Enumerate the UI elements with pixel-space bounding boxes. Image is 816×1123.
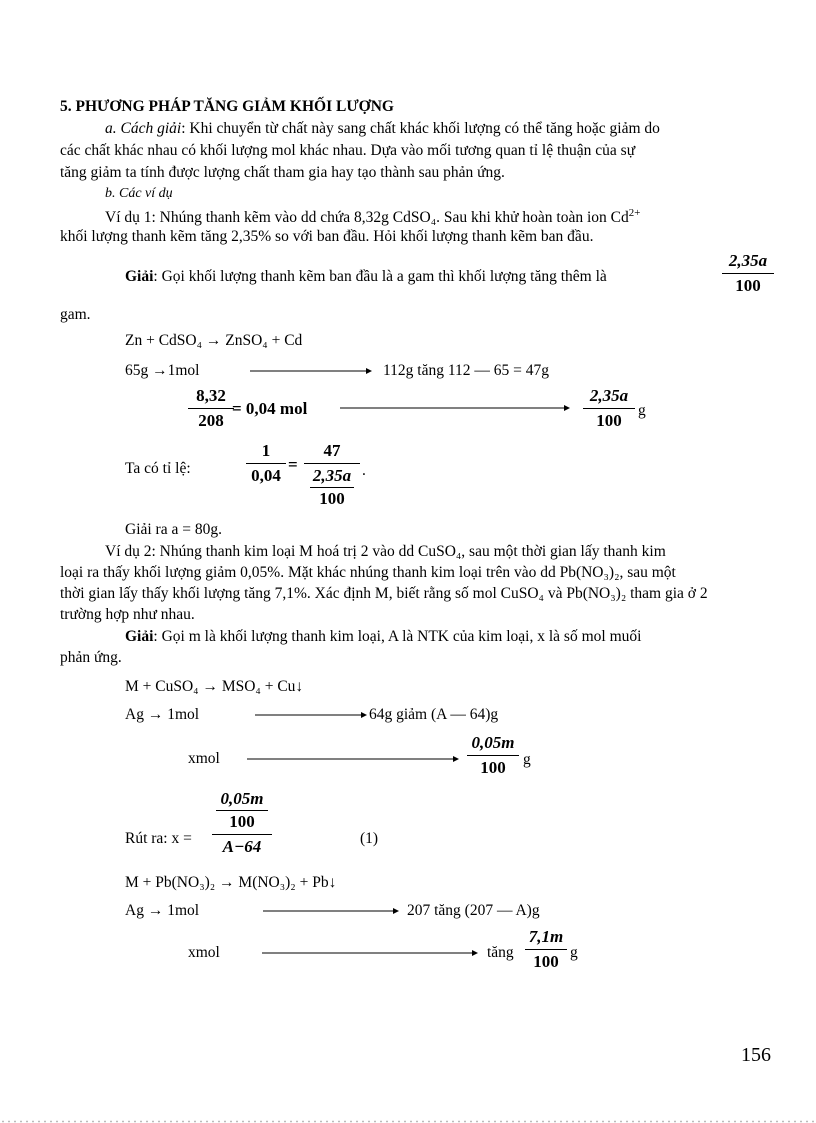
fraction-numerator: 8,32 bbox=[196, 386, 226, 405]
solution2-line-1 bbox=[125, 628, 641, 646]
fraction-bar bbox=[188, 408, 234, 409]
fraction-numerator: 2,35a bbox=[728, 251, 768, 270]
method-label: a. Cách giải bbox=[105, 120, 182, 137]
fraction-numerator: 2,35a bbox=[589, 386, 629, 405]
gam-text: gam. bbox=[60, 306, 91, 323]
solution1-text: : Gọi khối lượng thanh kẽm ban đầu là a gam thì khối lượng tăng thêm là bbox=[153, 268, 607, 285]
fraction-denominator: 100 bbox=[735, 276, 761, 295]
fraction-denominator: 0,04 bbox=[251, 466, 281, 485]
unit-g: g bbox=[638, 402, 646, 419]
mol-value: = 0,04 mol bbox=[232, 399, 308, 418]
fraction-denominator: 208 bbox=[198, 411, 224, 430]
solution2-label: Giải bbox=[125, 628, 154, 645]
period: . bbox=[362, 462, 366, 479]
fraction-numerator: 1 bbox=[261, 441, 271, 460]
fraction-numerator: 7,1m bbox=[528, 927, 564, 946]
fraction-inner-numerator: 2,35a bbox=[312, 466, 352, 485]
fraction-235a-over-100 bbox=[722, 250, 774, 297]
equation-m-cuso4: M + CuSO₄ → MSO₄ + Cu↓ bbox=[125, 678, 304, 695]
ratio-label: Ta có tỉ lệ: bbox=[125, 460, 191, 477]
eq2-mid bbox=[232, 399, 307, 419]
example2-line-4: trường hợp như nhau. bbox=[60, 606, 195, 623]
method-line-3: tăng giảm ta tính được lượng chất tham gia hay tạo thành sau phản ứng. bbox=[60, 164, 505, 181]
fraction-denominator: 100 bbox=[596, 411, 622, 430]
fraction-005m-over-100 bbox=[467, 732, 519, 779]
fraction-x-expression bbox=[212, 788, 272, 858]
fraction-numerator: 0,05m bbox=[471, 733, 515, 752]
xmol-1: xmol bbox=[188, 750, 220, 767]
equation-m-pbno3: M + Pb(NO₃)₂ → M(NO₃)₂ + Pb↓ bbox=[125, 874, 337, 891]
eq4-left: Ag → 1mol bbox=[125, 902, 200, 919]
eq4-right: 207 tăng (207 — A)g bbox=[407, 902, 540, 919]
solution2-line-2: phản ứng. bbox=[60, 649, 122, 666]
section-title: 5. PHƯƠNG PHÁP TĂNG GIẢM KHỐI LƯỢNG bbox=[60, 98, 394, 115]
fraction-denominator: A−64 bbox=[222, 837, 262, 856]
fraction-inner-denominator: 100 bbox=[229, 812, 255, 831]
fraction-inner-denominator: 100 bbox=[319, 489, 345, 508]
example1-text: Ví dụ 1: Nhúng thanh kẽm vào dd chứa 8,32g CdSO₄. Sau khi khử hoàn toàn ion Cd bbox=[105, 209, 629, 227]
eq3-right: 64g giảm (A — 64)g bbox=[369, 706, 499, 723]
fraction-bar bbox=[525, 949, 567, 950]
example1-line-1 bbox=[105, 207, 640, 227]
xmol-2: xmol bbox=[188, 944, 220, 961]
fraction-832-over-208 bbox=[188, 385, 234, 432]
fraction-47-over-235a bbox=[304, 440, 360, 510]
examples-label: b. Các ví dụ bbox=[105, 186, 173, 201]
example1-line-2: khối lượng thanh kẽm tăng 2,35% so với ban đầu. Hỏi khối lượng thanh kẽm ban đầu. bbox=[60, 228, 594, 245]
fraction-inner-numerator: 0,05m bbox=[220, 789, 264, 808]
eq1-left: 65g →1mol bbox=[125, 362, 200, 379]
solution2-text: : Gọi m là khối lượng thanh kim loại, A là NTK của kim loại, x là số mol muối bbox=[153, 628, 642, 645]
arrow-right-icon bbox=[263, 903, 399, 919]
arrow-right-icon bbox=[247, 751, 459, 767]
tang-word: tăng bbox=[487, 944, 514, 961]
equation-zn-cdso4: Zn + CdSO₄ → ZnSO₄ + Cd bbox=[125, 332, 303, 349]
arrow-right-icon bbox=[250, 363, 372, 379]
solve-a: Giải ra a = 80g. bbox=[125, 521, 222, 538]
method-line-2: các chất khác nhau có khối lượng mol khác nhau. Dựa vào mối tương quan tỉ lệ thuận của sự bbox=[60, 142, 636, 159]
arrow-right-icon bbox=[255, 707, 367, 723]
fraction-main-bar bbox=[212, 834, 272, 835]
fraction-numerator: 47 bbox=[323, 441, 341, 460]
method-line-1 bbox=[105, 120, 660, 138]
equation-number: (1) bbox=[360, 830, 379, 847]
fraction-denominator: 100 bbox=[533, 952, 559, 971]
rutra-label: Rút ra: x = bbox=[125, 830, 192, 847]
fraction-bar bbox=[583, 408, 635, 409]
fraction-bar bbox=[467, 755, 519, 756]
fraction-bar bbox=[722, 273, 774, 274]
example2-line-3: thời gian lấy thấy khối lượng tăng 7,1%. Xác định M, biết rằng số mol CuSO₄ và Pb(NO₃)₂ tham gia ở 2 bbox=[60, 585, 708, 602]
unit-g-2: g bbox=[523, 751, 531, 768]
example1-sup: 2+ bbox=[628, 207, 641, 219]
method-text-1: : Khi chuyển từ chất này sang chất khác khối lượng có thể tăng hoặc giảm do bbox=[181, 120, 660, 137]
example2-line-1: Ví dụ 2: Nhúng thanh kim loại M hoá trị 2 vào dd CuSO₄, sau một thời gian lấy thanh kim bbox=[105, 543, 666, 560]
fraction-71m-over-100 bbox=[525, 926, 567, 973]
eq1-right: 112g tăng 112 — 65 = 47g bbox=[383, 362, 550, 379]
unit-g-3: g bbox=[570, 944, 578, 961]
equals-sign: = bbox=[288, 455, 298, 474]
fraction-denominator: 100 bbox=[480, 758, 506, 777]
arrow-right-icon bbox=[262, 945, 478, 961]
fraction-bar bbox=[304, 463, 360, 464]
page-number: 156 bbox=[741, 1044, 771, 1066]
fraction-1-over-004 bbox=[246, 440, 286, 487]
fraction-235a-over-100-b bbox=[583, 385, 635, 432]
solution1-label: Giải bbox=[125, 268, 154, 285]
fraction-bar bbox=[246, 463, 286, 464]
example2-line-2: loại ra thấy khối lượng giảm 0,05%. Mặt khác nhúng thanh kim loại trên vào dd Pb(NO₃)₂, sau một bbox=[60, 564, 676, 581]
solution1-line bbox=[125, 268, 607, 286]
arrow-right-icon bbox=[340, 400, 570, 416]
eq3-left: Ag → 1mol bbox=[125, 706, 200, 723]
